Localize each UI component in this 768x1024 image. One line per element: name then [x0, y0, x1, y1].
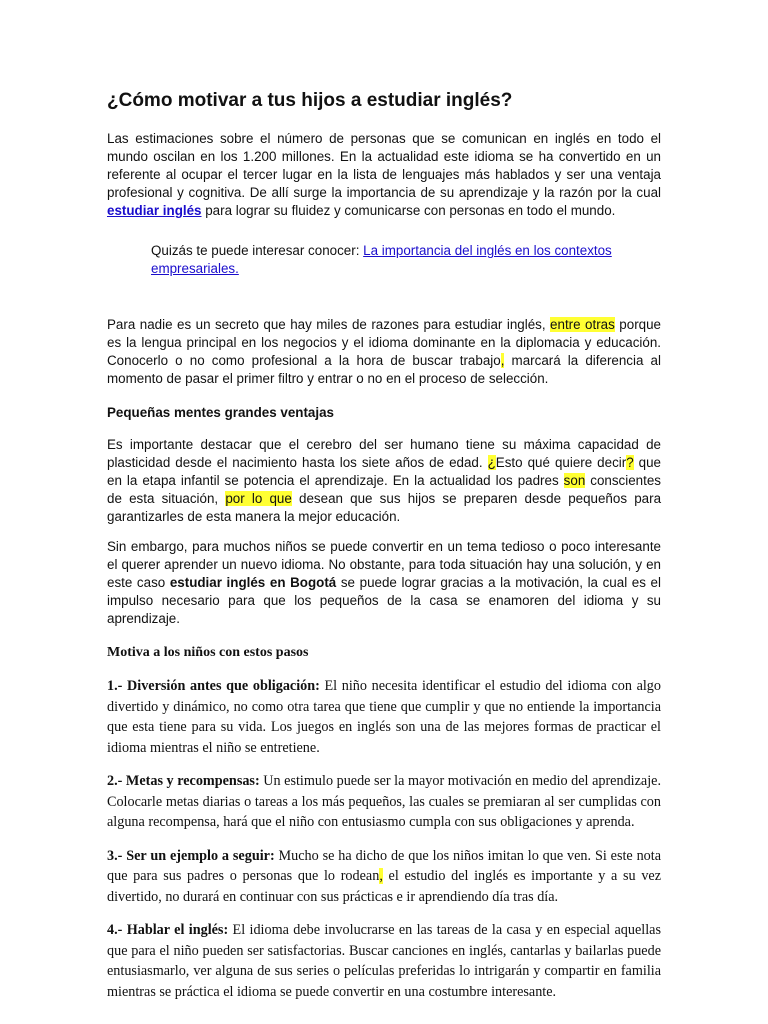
section-heading-pasos: Motiva a los niños con estos pasos [107, 645, 309, 660]
step-3: 3.- Ser un ejemplo a seguir: Mucho se ha dicho de que los niños imitan lo que ven. Si este nota que para sus padres o personas que lo rodean, el estudio del inglés es importante y a su vez divertido, no durará en continuar con sus prácticas e ir aprendiendo día tras día. [107, 847, 662, 905]
highlight: ? [626, 455, 634, 470]
paragraph-reasons: Para nadie es un secreto que hay miles de razones para estudiar inglés, entre otras porque es la lengua principal en los negocios y el idioma dominante en la diplomacia y educación. Conocerlo o no como profesional a la hora de buscar trabajo, marcará la diferencia al momento de pasar el primer filtro y entrar o no en el proceso de selección. [107, 317, 661, 386]
highlight: son [563, 473, 586, 488]
bold-phrase: estudiar inglés en Bogotá [169, 575, 337, 590]
highlight: por lo que [225, 491, 292, 506]
document-title: ¿Cómo motivar a tus hijos a estudiar inglés? [107, 90, 513, 111]
intro-paragraph: Las estimaciones sobre el número de personas que se comunican en inglés en todo el mundo oscilan en los 1.200 millones. En la actualidad este idioma se ha convertido en un referente al ocupar el tercer lugar en la lista de lenguajes más hablados y ser una ventaja profesional y cognitiva. De allí surge la importancia de su aprendizaje y la razón por la cual estudiar inglés para lograr su fluidez y comunicarse con personas en todo el mundo. [107, 131, 661, 218]
highlight: entre otras [550, 317, 615, 332]
section-heading-ventajas: Pequeñas mentes grandes ventajas [107, 405, 334, 420]
step-2: 2.- Metas y recompensas: Un estimulo puede ser la mayor motivación en medio del aprendizaje. Colocarle metas diarias o tareas a los más pequeños, las cuales se premiaran al ser cumplidas con alguna recompensa, hará que el niño con entusiasmo cumpla con sus obligaciones y aprenda. [107, 773, 661, 830]
related-article-link[interactable]: La importancia del inglés en los contextos empresariales. [151, 243, 612, 276]
highlight: , [379, 868, 383, 884]
highlight: , [500, 353, 505, 368]
paragraph-motivation: Sin embargo, para muchos niños se puede convertir en un tema tedioso o poco interesante el querer aprender un nuevo idioma. No obstante, para toda situación hay una solución, y en este caso estudiar inglés en Bogotá se puede lograr gracias a la motivación, la cual es el impulso necesario para que los pequeños de la casa se enamoren del idioma y su aprendizaje. [107, 539, 661, 626]
estudiar-ingles-link[interactable]: estudiar inglés [107, 203, 202, 218]
related-article-note: Quizás te puede interesar conocer: La importancia del inglés en los contextos empresariales. [151, 243, 612, 276]
step-4: 4.- Hablar el inglés: El idioma debe involucrarse en las tareas de la casa y en especial aquellas que para el niño pueden ser satisfactorias. Buscar canciones en inglés, cantarlas y bailarlas puede entusiasmarlo, ver alguna de sus series o películas preferidas lo intrigarán y compartir en familia mientras se práctica el idioma se puede convertir en una costumbre interesante. [107, 922, 661, 1000]
highlight: ¿ [487, 455, 496, 470]
paragraph-plasticity: Es importante destacar que el cerebro del ser humano tiene su máxima capacidad de plasticidad desde el nacimiento hasta los siete años de edad. ¿Esto qué quiere decir? que en la etapa infantil se potencia el aprendizaje. En la actualidad los padres son conscientes de esta situación, por lo que desean que sus hijos se preparen desde pequeños para garantizarles de esta manera la mejor educación. [107, 437, 662, 524]
step-1: 1.- Diversión antes que obligación: El niño necesita identificar el estudio del idioma con algo divertido y dinámico, no como otra tarea que tiene que cumplir y que no entiende la importancia que esta tiene para su vida. Los juegos en inglés son una de las mejores formas de practicar el idioma mientras el niño se entretiene. [107, 678, 661, 756]
